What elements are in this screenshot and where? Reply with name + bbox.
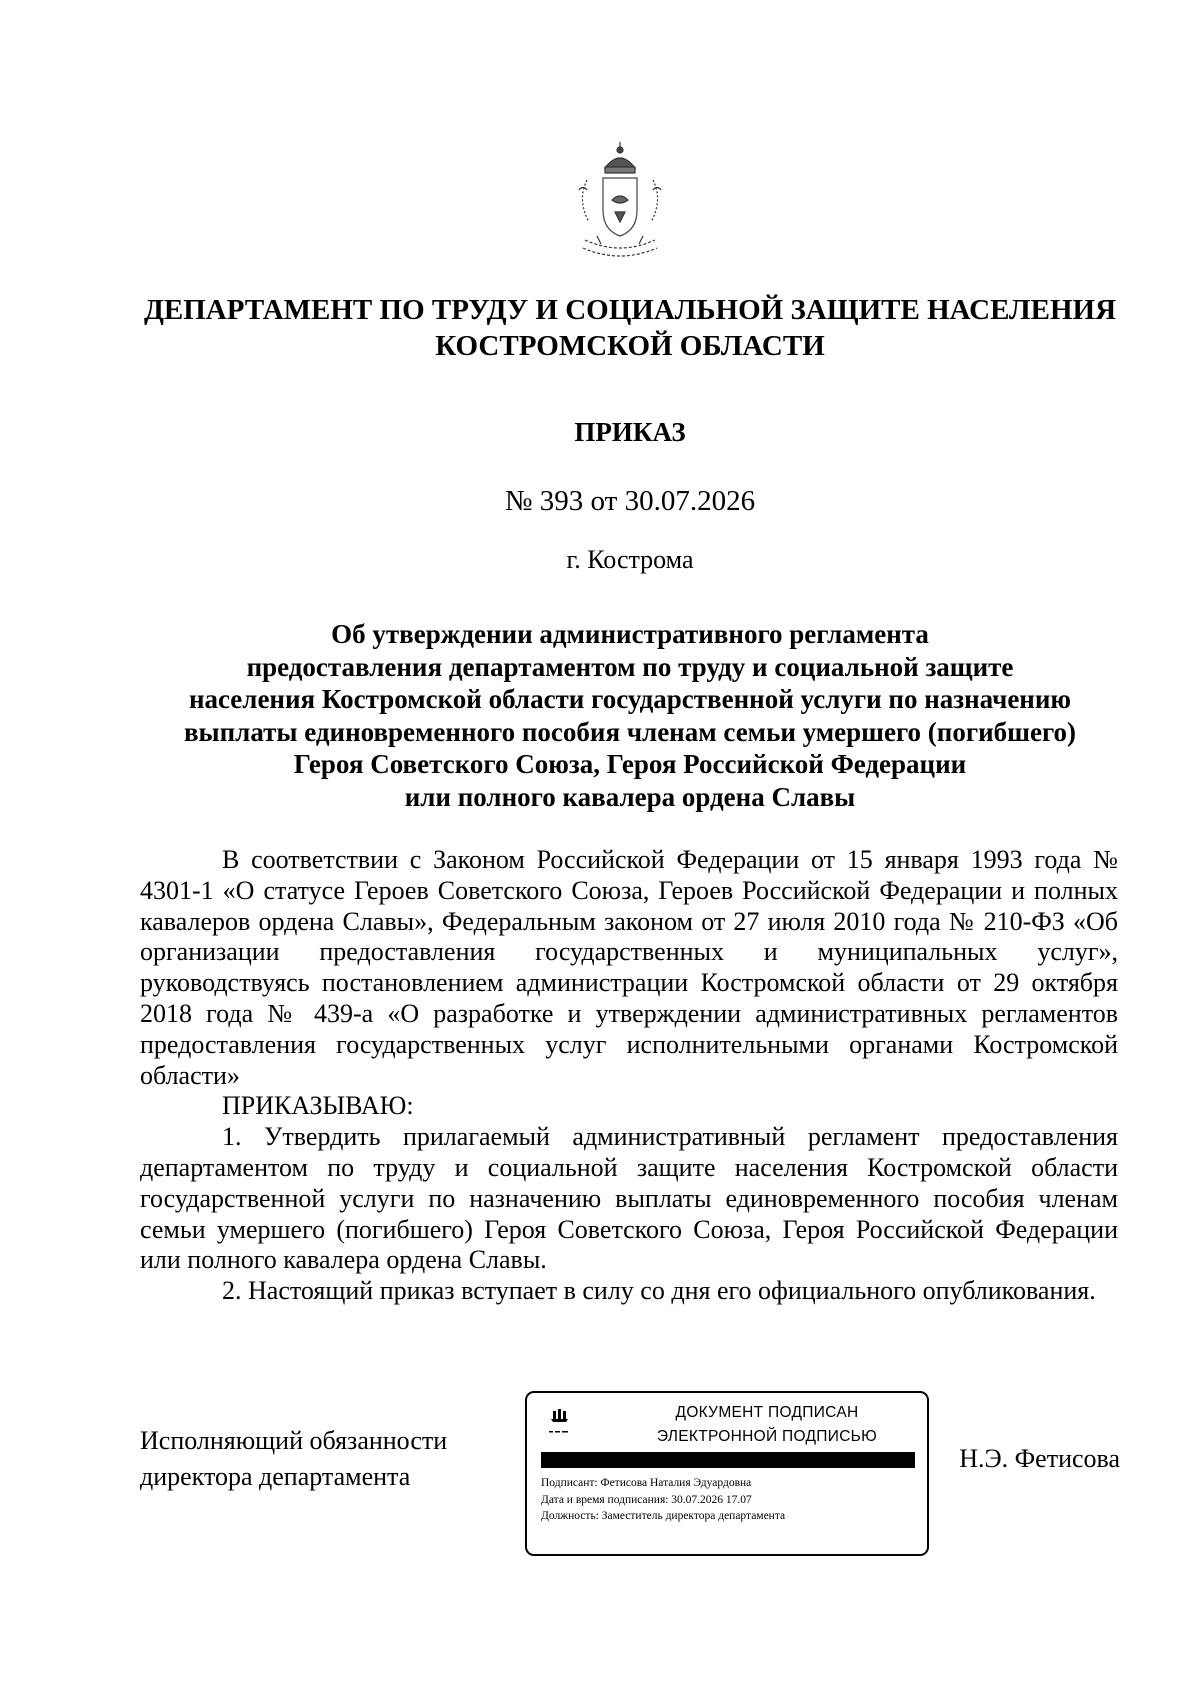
document-body — [140, 845, 1118, 1307]
document-number: № 393 от 30.07.2026 — [504, 485, 756, 517]
signatory-position-line: директора департамента — [140, 1462, 411, 1491]
department-name: ДЕПАРТАМЕНТ ПО ТРУДУ И СОЦИАЛЬНОЙ ЗАЩИТЕ НАСЕЛЕНИЯ — [143, 294, 1117, 326]
e-signature-logo-icon — [545, 1407, 579, 1437]
stamp-role: Должность: Заместитель директора департамента — [541, 1510, 786, 1522]
subject-line: выплаты единовременного пособия членам семьи умершего (погибшего) — [183, 716, 1077, 747]
coat-of-arms-icon — [565, 140, 675, 270]
subject-line: Героя Советского Союза, Героя Российской Федерации — [293, 749, 967, 779]
subject-line: или полного кавалера ордена Славы — [404, 781, 856, 812]
stamp-signer: Подписант: Фетисова Наталия Эдуардовна — [541, 1477, 752, 1489]
preamble-paragraph: В соответствии с Законом Российской Федерации от 15 января 1993 года № 4301-1 «О статусе Героев Советского Союза, Героев Российской Федерации и полных кавалеров ордена Славы», Федеральным законом от 27 июля 2010 года № 210-ФЗ «Об организации предоставления государственных и муниципальных услуг», руководствуясь постановлением администрации Костромской области от 29 октября 2018 года № 439-а «О разработке и утверждении административных регламентов предоставления государственных услуг исполнительными органами Костромской области» — [140, 845, 1118, 1090]
signatory-position-line: Исполняющий обязанности — [140, 1426, 448, 1455]
order-item-1: 1. Утвердить прилагаемый административный регламент предоставления департаментом по труду и социальной защите населения Костромской области государственной услуги по назначению выплаты единовременного пособия членам семьи умершего (погибшего) Героя Советского Союза, Героя Российской Федерации или полного кавалера ордена Славы. — [140, 1122, 1118, 1275]
subject-line: населения Костромской области государственной услуги по назначению — [188, 684, 1072, 714]
stamp-certificate-bar — [541, 1452, 915, 1468]
order-word: ПРИКАЗЫВАЮ: — [222, 1091, 414, 1121]
order-item-2: 2. Настоящий приказ вступает в силу со дня его официального опубликования. — [222, 1276, 1096, 1306]
document-type: ПРИКАЗ — [574, 417, 686, 447]
electronic-signature-stamp — [525, 1391, 929, 1556]
subject-line: Об утверждении административного регламента — [331, 619, 929, 649]
document-city: г. Кострома — [566, 545, 694, 574]
stamp-title — [617, 1401, 917, 1449]
signatory-position — [140, 1423, 447, 1495]
document-subject — [130, 618, 1130, 813]
signatory-name: Н.Э. Фетисова — [959, 1444, 1120, 1473]
region-name: КОСТРОМСКОЙ ОБЛАСТИ — [435, 330, 825, 362]
stamp-title-line: ЭЛЕКТРОННОЙ ПОДПИСЬЮ — [656, 1428, 878, 1445]
stamp-details — [541, 1475, 921, 1525]
subject-line: предоставления департаментом по труду и социальной защите — [246, 651, 1014, 682]
stamp-datetime: Дата и время подписания: 30.07.2026 17.07 — [541, 1493, 752, 1506]
department-title — [130, 292, 1130, 364]
stamp-title-line: ДОКУМЕНТ ПОДПИСАН — [675, 1404, 859, 1421]
